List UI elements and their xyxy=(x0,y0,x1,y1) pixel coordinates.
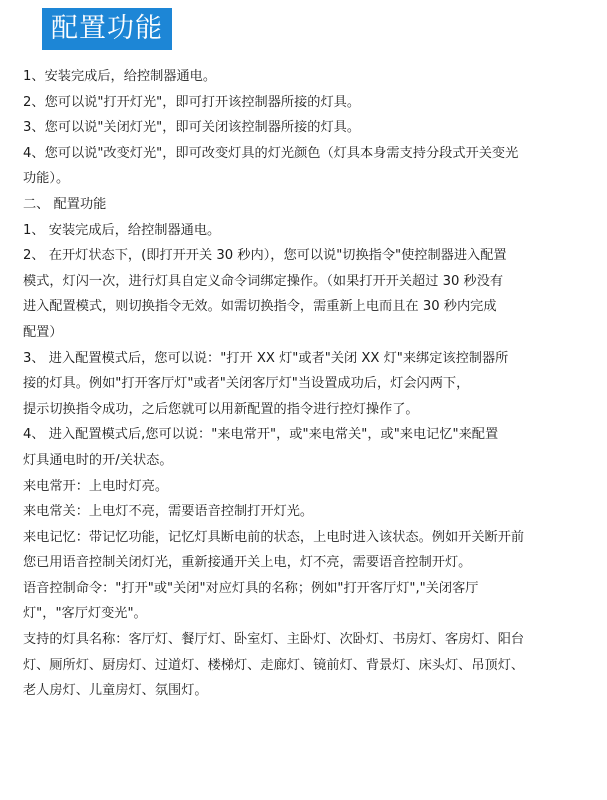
text-line: 来电记忆：带记忆功能，记忆灯具断电前的状态，上电时进入该状态。例如开关断开前 xyxy=(23,529,525,545)
text-line: 灯具通电时的开/关状态。 xyxy=(23,452,173,468)
text-line: 来电常关：上电灯不亮，需要语音控制打开灯光。 xyxy=(23,504,314,520)
text-line: 老人房灯、儿童房灯、氛围灯。 xyxy=(23,683,208,699)
text-line: 2、您可以说"打开灯光"，即可打开该控制器所接的灯具。 xyxy=(23,94,361,110)
text-line: 灯"，"客厅灯变光"。 xyxy=(23,606,147,622)
text-line: 1、安装完成后，给控制器通电。 xyxy=(23,69,217,84)
text-line: 接的灯具。例如"打开客厅灯"或者"关闭客厅灯"当设置成功后，灯会闪两下， xyxy=(23,376,470,392)
text-line: 灯、厕所灯、厨房灯、过道灯、楼梯灯、走廊灯、镜前灯、背景灯、床头灯、吊顶灯、 xyxy=(23,657,525,673)
text-line: 模式，灯闪一次，进行灯具自定义命令词绑定操作。（如果打开开关超过 30 秒没有 xyxy=(23,273,504,289)
section-heading: 二、 配置功能 xyxy=(23,196,107,212)
text-line: 语音控制命令："打开"或"关闭"对应灯具的名称；例如"打开客厅灯","关闭客厅 xyxy=(23,580,479,596)
text-line: 2、 在开灯状态下，(即打开开关 30 秒内），您可以说"切换指令"使控制器进入配置 xyxy=(23,248,507,264)
text-line: 3、您可以说"关闭灯光"，即可关闭该控制器所接的灯具。 xyxy=(23,120,361,136)
text-line: 进入配置模式，则切换指令无效。如需切换指令，需重新上电而且在 30 秒内完成 xyxy=(23,299,497,315)
text-line: 支持的灯具名称：客厅灯、餐厅灯、卧室灯、主卧灯、次卧灯、书房灯、客房灯、阳台 xyxy=(23,632,525,648)
text-line: 4、 进入配置模式后,您可以说："来电常开"，或"来电常关"，或"来电记忆"来配置 xyxy=(23,427,499,443)
text-line: 3、 进入配置模式后，您可以说："打开 XX 灯"或者"关闭 XX 灯"来绑定该控制器所 xyxy=(23,350,509,366)
text-line: 4、您可以说"改变灯光"，即可改变灯具的灯光颜色（灯具本身需支持分段式开关变光 xyxy=(23,145,519,161)
text-line: 您已用语音控制关闭灯光，重新接通开关上电，灯不亮，需要语音控制开灯。 xyxy=(23,555,472,571)
text-line: 1、 安装完成后，给控制器通电。 xyxy=(23,222,221,238)
text-line: 配置） xyxy=(23,324,63,340)
text-line: 提示切换指令成功，之后您就可以用新配置的指令进行控灯操作了。 xyxy=(23,401,419,417)
document-body xyxy=(23,64,593,704)
text-line: 来电常开：上电时灯亮。 xyxy=(23,478,169,494)
page-title: 配置功能 xyxy=(42,8,172,50)
text-line: 功能）。 xyxy=(23,171,70,187)
